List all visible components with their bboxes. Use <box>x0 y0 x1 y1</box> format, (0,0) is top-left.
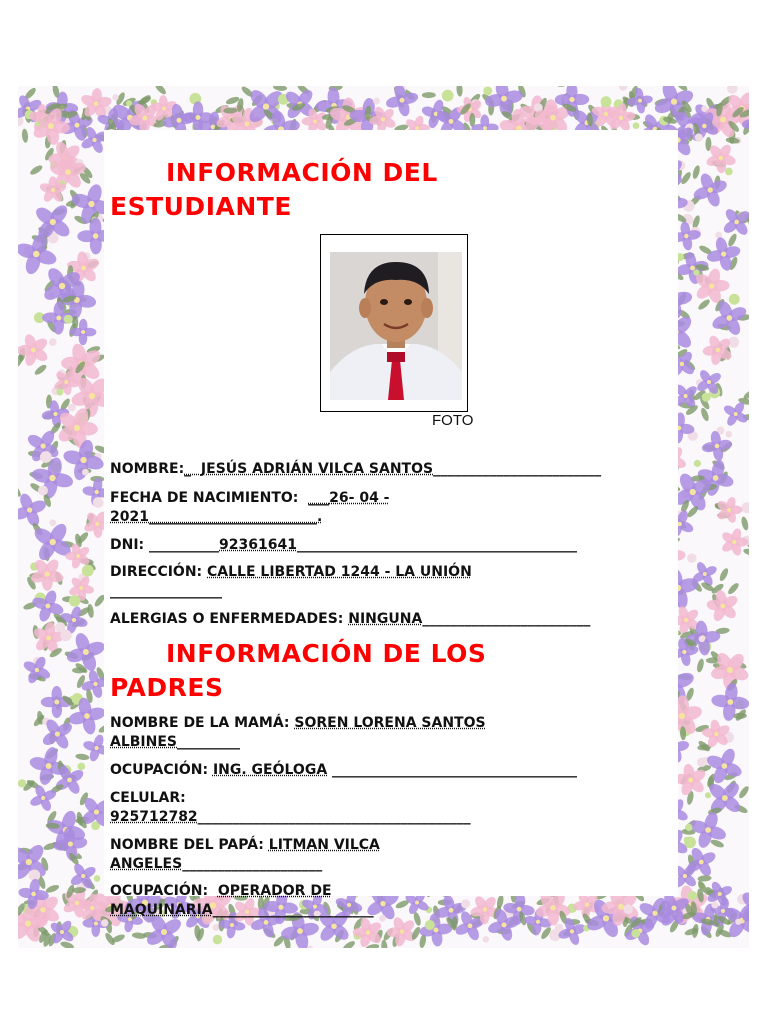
leaf-icon <box>154 86 168 96</box>
address-value: CALLE LIBERTAD 1244 - LA UNIÓN <box>207 564 472 580</box>
dot-decoration <box>49 519 56 526</box>
leaf-icon <box>718 567 730 582</box>
father-name-value-line2: ANGELES <box>110 856 183 872</box>
flower-icon <box>557 917 587 947</box>
parents-heading-line1: INFORMACIÓN DE LOS <box>166 639 487 668</box>
dot-decoration <box>725 431 732 438</box>
dot-decoration <box>213 935 223 945</box>
flower-icon <box>18 492 48 528</box>
dot-decoration <box>483 936 490 943</box>
leaf-icon <box>456 86 463 97</box>
dot-decoration <box>49 338 57 346</box>
mother-job-label: OCUPACIÓN: <box>110 762 209 778</box>
dot-decoration <box>702 393 711 402</box>
dot-decoration <box>101 919 109 927</box>
father-job-value-line2: MAQUINARIA <box>110 902 213 918</box>
leaf-icon <box>75 753 90 761</box>
father-job-field: OCUPACIÓN: OPERADOR DE MAQUINARIA_______________________ <box>110 883 374 918</box>
address-label: DIRECCIÓN: <box>110 564 203 580</box>
flower-icon <box>722 400 749 427</box>
allergies-value: NINGUNA <box>348 611 423 627</box>
birth-date-value-line1: 26- 04 - <box>329 490 390 506</box>
flower-icon <box>62 438 105 481</box>
leaf-icon <box>60 940 75 948</box>
dot-decoration <box>93 497 104 508</box>
dot-decoration <box>461 899 470 908</box>
mother-job-field: OCUPACIÓN: ING. GEÓLOGA ___________________________________ <box>110 762 578 778</box>
student-heading-line1: INFORMACIÓN DEL <box>166 158 438 187</box>
father-job-value-line1: OPERADOR DE <box>217 883 332 899</box>
dot-decoration <box>18 779 26 787</box>
leaf-icon <box>21 129 28 144</box>
dni-label: DNI: <box>110 537 145 553</box>
dot-decoration <box>82 565 94 577</box>
dot-decoration <box>126 100 132 106</box>
photo-frame <box>320 234 468 412</box>
dot-decoration <box>82 469 89 476</box>
dot-decoration <box>379 915 386 922</box>
mother-name-value-line1: SOREN LORENA SANTOS <box>294 715 486 731</box>
dot-decoration <box>735 919 741 925</box>
leaf-icon <box>696 658 705 673</box>
dot-decoration <box>38 485 48 495</box>
dot-decoration <box>711 901 718 908</box>
dot-decoration <box>77 763 85 771</box>
dot-decoration <box>56 388 63 395</box>
allergies-field: ALERGIAS O ENFERMEDADES: NINGUNA________________________ <box>110 611 591 627</box>
dot-decoration <box>425 920 435 930</box>
address-field: DIRECCIÓN: CALLE LIBERTAD 1244 - LA UNIÓN ________________ <box>110 564 472 599</box>
dot-decoration <box>684 837 690 843</box>
mother-name-field: NOMBRE DE LA MAMÁ: SOREN LORENA SANTOS ALBINES_________ <box>110 715 486 750</box>
leaf-icon <box>710 838 725 849</box>
dot-decoration <box>619 86 627 91</box>
father-job-label: OCUPACIÓN: <box>110 883 209 899</box>
leaf-icon <box>273 86 288 92</box>
mother-name-value-line2: ALBINES <box>110 734 177 750</box>
dot-decoration <box>18 116 23 126</box>
student-heading-line2: ESTUDIANTE <box>110 192 292 221</box>
dot-decoration <box>40 451 52 463</box>
dot-decoration <box>727 86 738 94</box>
leaf-icon <box>422 92 436 98</box>
birth-date-label: FECHA DE NACIMIENTO: <box>110 490 299 506</box>
dot-decoration <box>695 133 703 141</box>
dni-field: DNI: __________92361641________________________________________ <box>110 537 577 553</box>
flower-icon <box>716 496 743 524</box>
dot-decoration <box>741 502 749 513</box>
dot-decoration <box>623 904 633 914</box>
phone-field: CELULAR: 925712782_______________________________________ <box>110 790 471 825</box>
flower-icon <box>31 456 75 500</box>
leaf-icon <box>737 785 749 800</box>
dot-decoration <box>601 96 612 107</box>
father-name-value-line1: LITMAN VILCA <box>268 837 380 853</box>
parents-heading-line2: PADRES <box>110 673 224 702</box>
leaf-icon <box>697 298 712 312</box>
dot-decoration <box>60 630 71 641</box>
father-name-field: NOMBRE DEL PAPÁ: LITMAN VILCA ANGELES____________________ <box>110 837 380 872</box>
leaf-icon <box>381 939 388 948</box>
leaf-icon <box>700 407 711 422</box>
dot-decoration <box>483 86 492 95</box>
leaf-icon <box>726 581 740 595</box>
father-name-label: NOMBRE DEL PAPÁ: <box>110 837 264 853</box>
leaf-icon <box>743 548 749 557</box>
leaf-icon <box>29 164 44 177</box>
dot-decoration <box>699 636 705 642</box>
dot-decoration <box>633 122 640 129</box>
student-name-field: NOMBRE:_ JESÚS ADRIÁN VILCA SANTOS________________________ <box>110 461 602 477</box>
phone-label: CELULAR: <box>110 790 186 806</box>
leaf-icon <box>691 924 699 939</box>
dot-decoration <box>729 294 740 305</box>
mother-job-value: ING. GEÓLOGA <box>212 762 328 778</box>
dot-decoration <box>442 90 454 102</box>
flower-icon <box>692 172 729 209</box>
dot-decoration <box>685 824 692 831</box>
dot-decoration <box>694 460 701 467</box>
photo-caption: FOTO <box>432 412 474 429</box>
leaf-icon <box>727 233 739 248</box>
dot-decoration <box>213 924 220 931</box>
leaf-icon <box>551 86 566 88</box>
flower-icon <box>720 527 748 557</box>
flower-icon <box>18 333 50 368</box>
leaf-icon <box>33 363 48 376</box>
dot-decoration <box>94 875 101 882</box>
dot-decoration <box>112 94 118 100</box>
birth-date-field: FECHA DE NACIMIENTO: ___26- 04 - 2021________________________. <box>110 490 390 525</box>
dot-decoration <box>697 757 707 767</box>
dot-decoration <box>69 595 81 607</box>
allergies-label: ALERGIAS O ENFERMEDADES: <box>110 611 344 627</box>
dni-value: 92361641 <box>219 537 297 553</box>
dot-decoration <box>725 168 733 176</box>
flower-icon <box>706 236 742 272</box>
dot-decoration <box>631 929 640 938</box>
birth-date-value-line2: 2021 <box>110 509 149 525</box>
student-name-label: NOMBRE: <box>110 461 185 477</box>
student-name-value: JESÚS ADRIÁN VILCA SANTOS <box>200 461 434 477</box>
dot-decoration <box>701 106 707 112</box>
student-photo <box>330 252 462 400</box>
dot-decoration <box>64 315 73 324</box>
dot-decoration <box>688 891 697 900</box>
dot-decoration <box>687 553 697 563</box>
leaf-icon <box>740 516 749 531</box>
leaf-icon <box>691 165 701 180</box>
leaf-icon <box>341 939 356 948</box>
phone-value: 925712782 <box>110 809 198 825</box>
dot-decoration <box>373 98 380 105</box>
flower-icon <box>706 589 739 623</box>
flower-icon <box>386 916 417 948</box>
dot-decoration <box>705 792 711 798</box>
mother-name-label: NOMBRE DE LA MAMÁ: <box>110 715 290 731</box>
